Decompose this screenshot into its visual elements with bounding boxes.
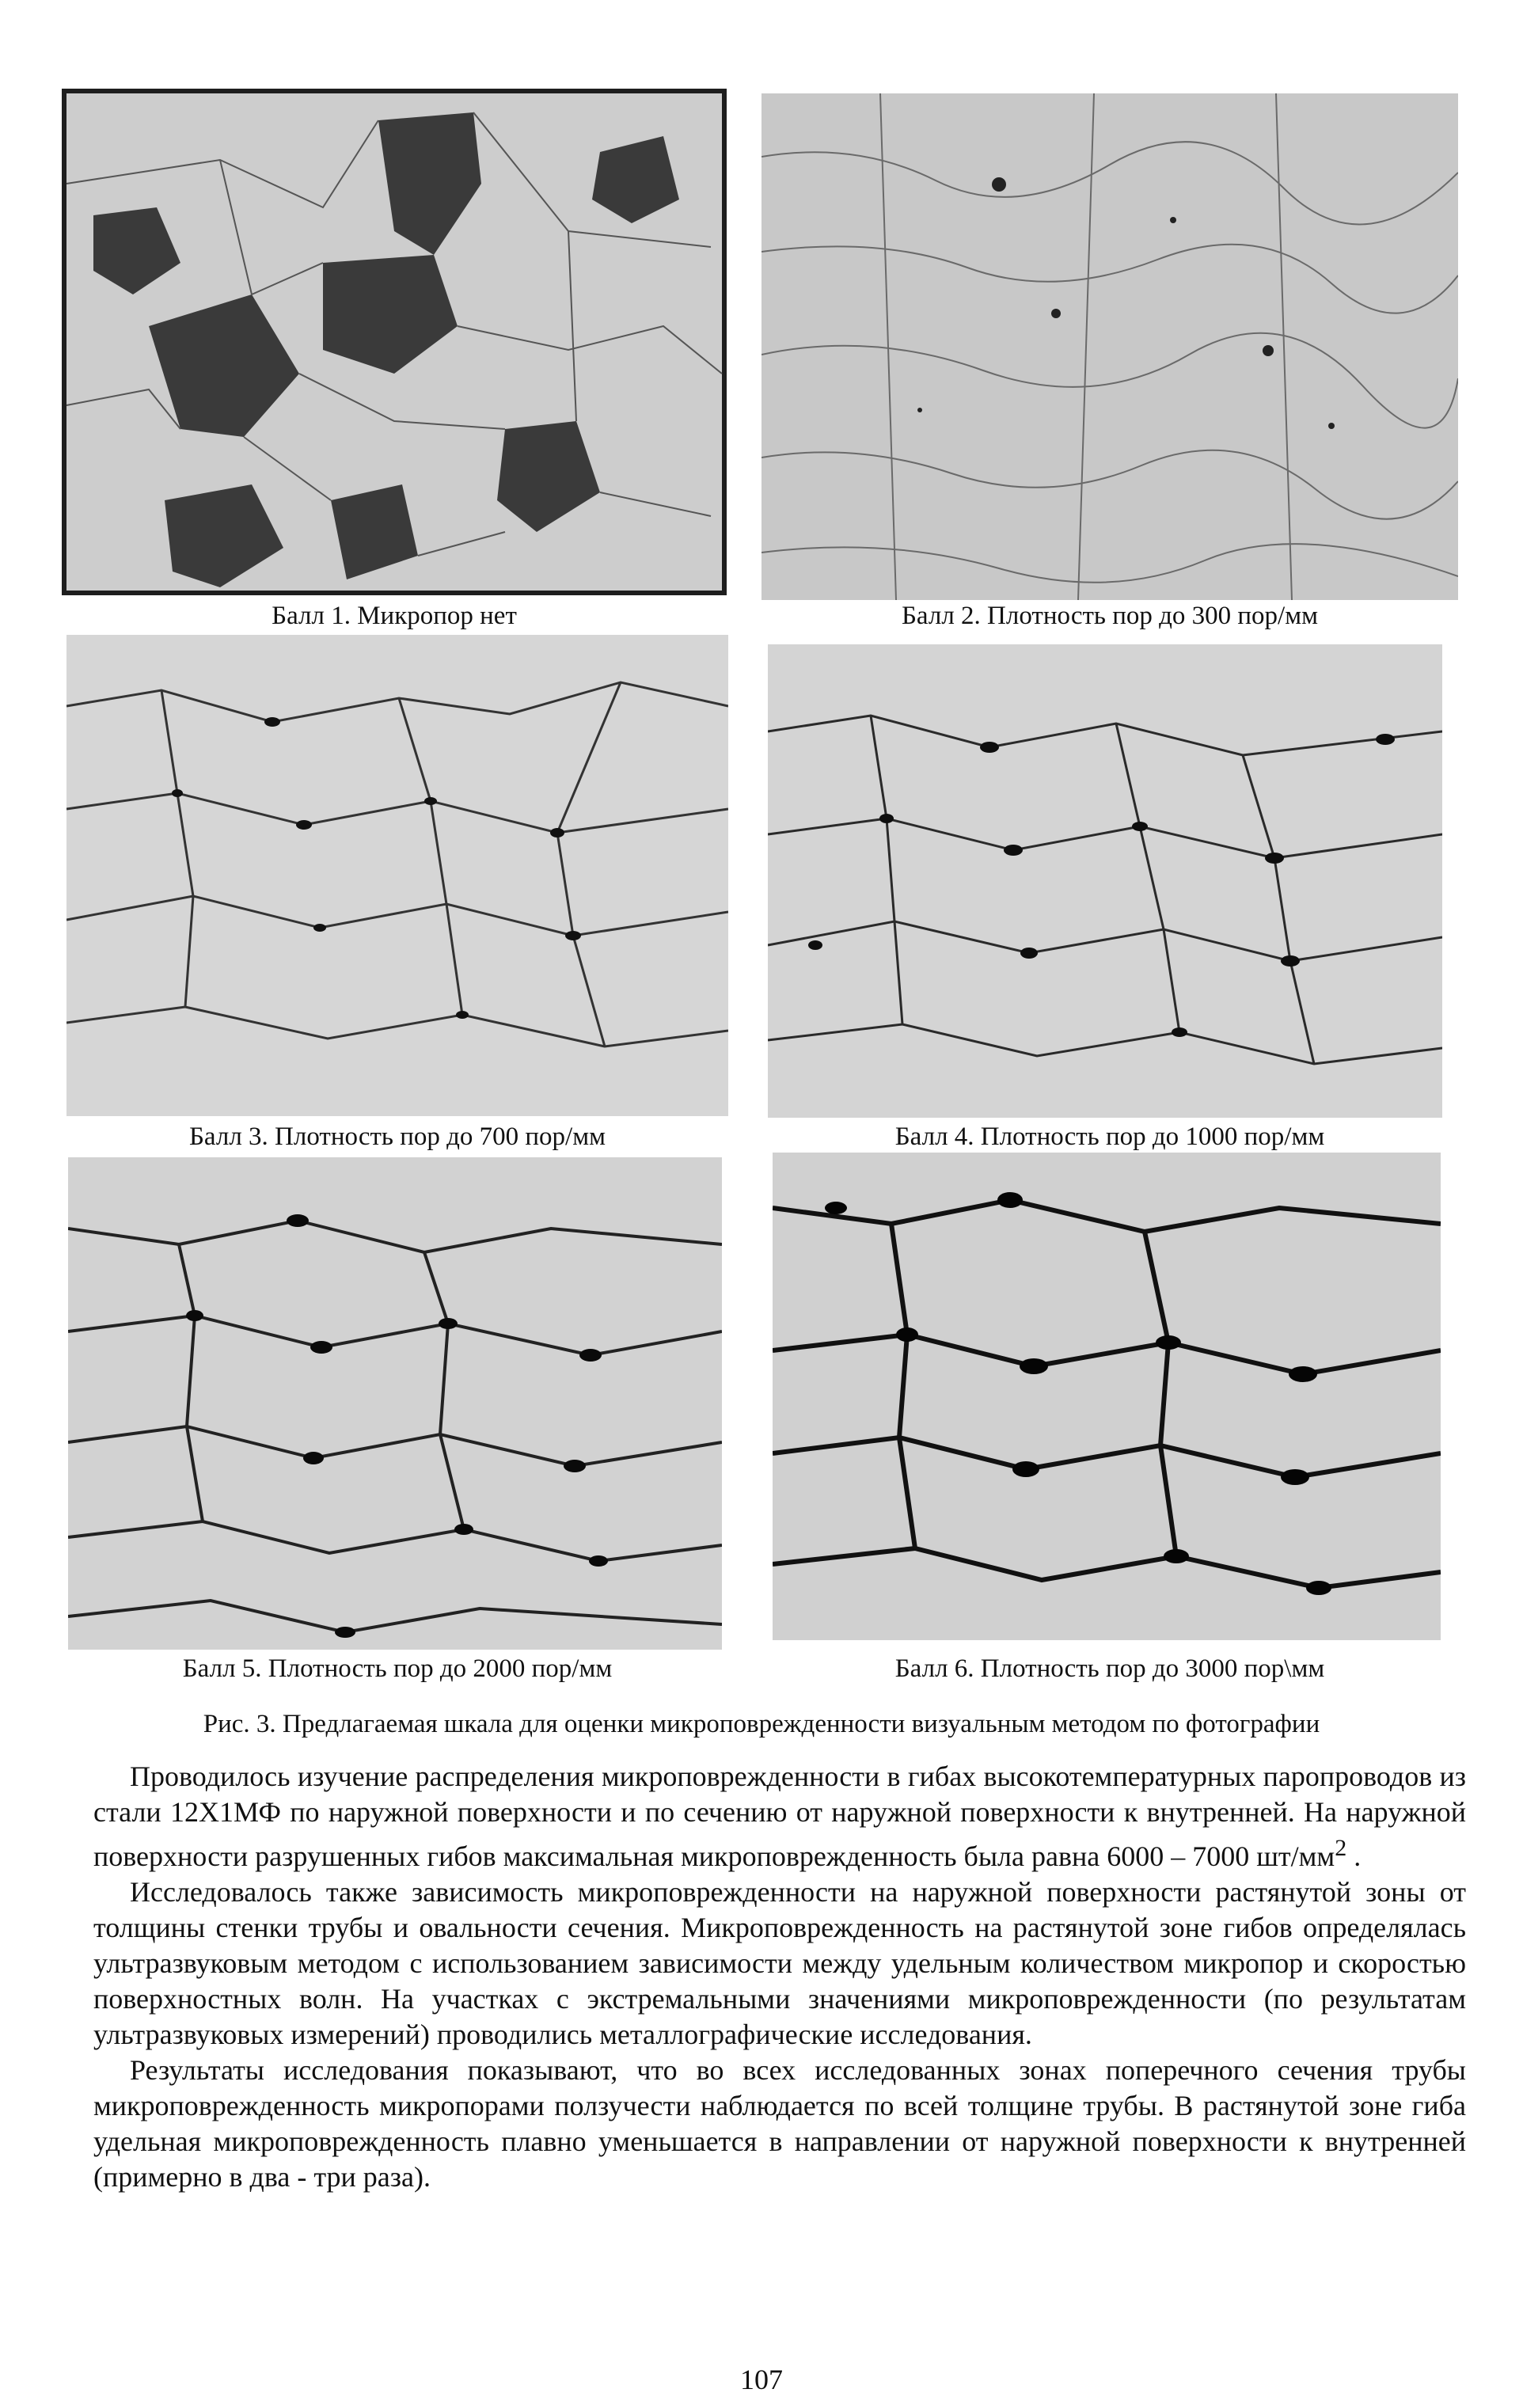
micrograph-ball-4 [768,644,1442,1118]
micrograph-ball-2 [762,93,1458,600]
panel-caption-1: Балл 1. Микропор нет [272,602,517,630]
panel-caption-6: Балл 6. Плотность пор до 3000 пор\мм [894,1654,1325,1683]
paragraph-2: Исследовалось также зависимость микроповрежденности на наружной поверхности растянутой зоны от толщины стенки трубы и овальности сечения. Микроповрежденность на растянутой зоне гибов определялась ультразвуковым методом с использованием зависимости между удельным количеством микропор и скоростью поверхностных волн. На участках с экстремальными значениями микроповрежденности (по результатам ультразвуковых измерений) проводились металлографические исследования. [93,1876,1466,2050]
panel-caption-3: Балл 3. Плотность пор до 700 пор/мм [188,1122,606,1151]
micrograph-ball-1 [62,89,727,595]
paragraph-3: Результаты исследования показывают, что во всех исследованных зонах поперечного сечения трубы микроповрежденность микропорами ползучести наблюдается по всей толщине трубы. В растянутой зоне гиба удельная микроповрежденность плавно уменьшается в направлении от наружной поверхности к внутренней (примерно в два - три раза). [93,2054,1466,2193]
paragraph-1 [93,1759,1466,1874]
figure-caption: Рис. 3. Предлагаемая шкала для оценки микроповрежденности визуальным методом по фотографии [203,1710,1320,1738]
panel-caption-4: Балл 4. Плотность пор до 1000 пор/мм [894,1122,1325,1151]
panel-caption-5: Балл 5. Плотность пор до 2000 пор/мм [182,1654,613,1683]
paragraph-1-text: Проводилось изучение распределения микроповрежденности в гибах высокотемпературных паропроводов из стали 12Х1МФ по наружной поверхности и по сечению от наружной поверхности к внутренней. На наружной поверхности разрушенных гибов максимальная микроповрежденность была равна 6000 – 7000 шт/мм [93,1760,1466,1872]
micrograph-ball-3 [66,635,728,1116]
body-text [93,1759,1466,2195]
micrograph-ball-5 [68,1157,722,1650]
paragraph-1-end: . [1346,1840,1362,1872]
micrograph-ball-6 [773,1153,1441,1640]
page-number: 107 [740,2364,783,2395]
superscript: 2 [1335,1835,1347,1861]
panel-caption-2: Балл 2. Плотность пор до 300 пор/мм [901,602,1318,630]
